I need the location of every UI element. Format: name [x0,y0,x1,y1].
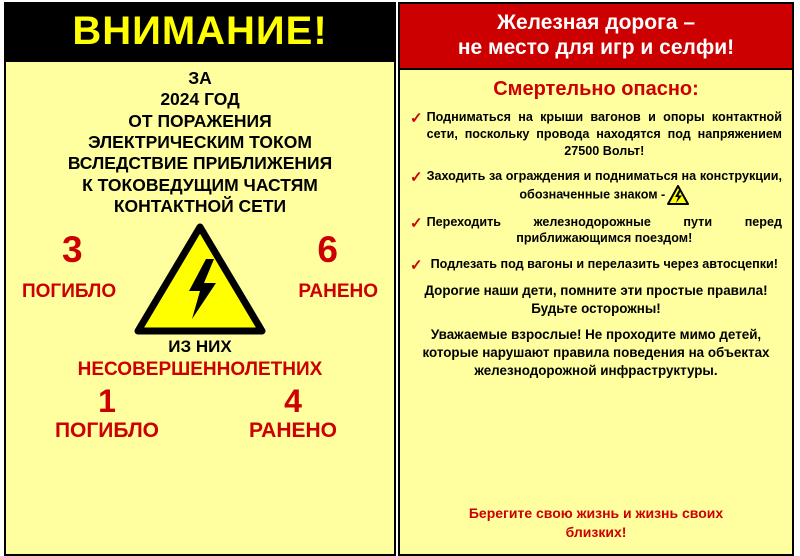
check-icon: ✓ [410,257,423,275]
deadly-title: Смертельно опасно: [493,78,699,101]
final-call-to-action [410,504,782,542]
final-line-2: близких! [565,524,627,541]
rule-text-1-label: Заходить за ограждения и подниматься на конструкции, обозначенные знаком - [426,169,782,202]
rule-text-1 [427,168,782,205]
left-content [6,62,394,554]
rule-text-3: Подлезать под вагоны и перелазить через автосцепки! [430,257,778,272]
minor-injured-block [200,385,386,442]
spacer [410,389,782,505]
lead-line-4: ВСЛЕДСТВИЕ ПРИБЛИЖЕНИЯ [67,153,333,174]
rule-item [410,109,782,159]
minor-casualty-stats [14,385,386,442]
killed-label: ПОГИБЛО [22,281,117,303]
minor-killed-count: 1 [98,383,116,420]
lead-line-3: ЭЛЕКТРИЧЕСКИМ ТОКОМ [88,132,312,153]
rule-text-2: Переходить железнодорожные пути перед приближающимся поездом! [426,214,782,246]
left-panel [4,2,396,556]
high-voltage-warning-sign-icon-small [667,185,689,205]
adults-message: Уважаемые взрослые! Не проходите мимо детей, которые нарушают правила поведения на объектах железнодорожной инфраструктуры. [422,327,770,379]
minors-label: НЕСОВЕРШЕННОЛЕТНИХ [77,359,323,381]
lead-line-1: 2024 ГОД [160,89,240,110]
header-line-2: не место для игр и селфи! [457,36,735,60]
header-line-1: Железная дорога – [496,11,696,34]
casualty-stats [14,223,386,335]
check-icon: ✓ [410,110,423,128]
minor-killed-label: ПОГИБЛО [54,419,160,442]
final-line-1: Берегите свою жизнь и жизнь своих [468,505,724,522]
statistics-lead [14,68,386,217]
minor-injured-label: РАНЕНО [249,419,337,442]
lead-line-0: ЗА [188,68,212,88]
railway-header [400,4,792,70]
injured-count: 6 [317,229,338,271]
check-icon: ✓ [410,214,423,232]
check-icon: ✓ [410,169,423,187]
rule-item [410,168,782,205]
injured-label: РАНЕНО [298,281,378,303]
children-message: Дорогие наши дети, помните эти простые правила! Будьте осторожны! [424,283,768,317]
lead-line-6: КОНТАКТНОЙ СЕТИ [113,196,287,217]
lead-line-2: ОТ ПОРАЖЕНИЯ [128,110,272,131]
attention-banner: ВНИМАНИЕ! [6,4,394,62]
rule-text-0: Подниматься на крыши вагонов и опоры контактной сети, поскольку провода находятся под напряжением 27500 Вольт! [426,110,782,158]
lead-line-5: К ТОКОВЕДУЩИМ ЧАСТЯМ [82,174,318,195]
right-content [400,70,792,554]
right-panel [398,2,794,556]
rule-item [410,256,782,273]
high-voltage-warning-sign-icon [134,223,266,335]
of-which-label: ИЗ НИХ [168,337,232,357]
rule-item [410,214,782,247]
minor-injured-count: 4 [284,383,302,420]
killed-count: 3 [62,229,83,271]
minor-killed-block [14,385,200,442]
